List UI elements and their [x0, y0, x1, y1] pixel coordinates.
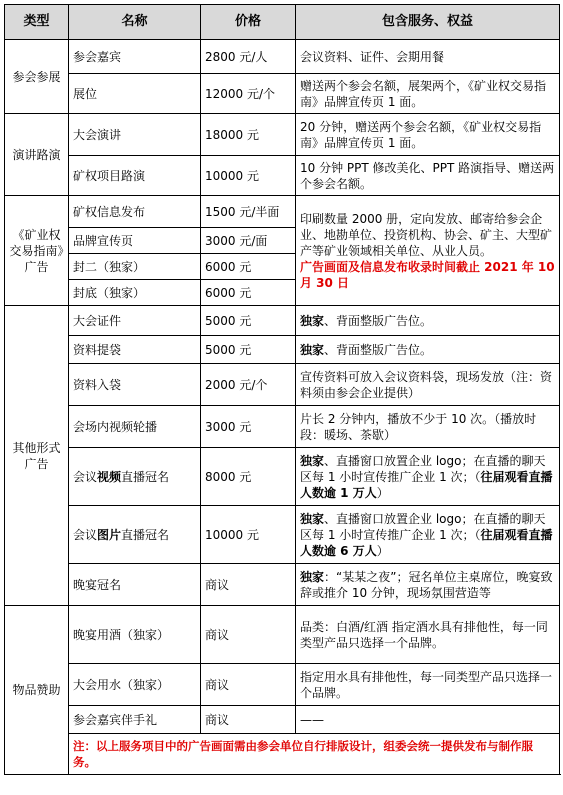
item-name: 封二（独家）	[69, 254, 201, 280]
footnote: 注：以上服务项目中的广告画面需由参会单位自行排版设计，组委会统一提供发布与制作服务。	[69, 734, 560, 775]
exclusive-label: 独家	[300, 569, 325, 584]
item-desc-text: 、直播窗口放置企业 logo；在直播的聊天区每 1 小时宣传推广企业 1 次；（	[300, 511, 546, 542]
table-row	[5, 364, 560, 406]
item-price: 3000 元/面	[201, 228, 296, 254]
item-name: 晚宴用酒（独家）	[69, 606, 201, 664]
item-price: 12000 元/个	[201, 74, 296, 114]
table-row	[5, 74, 560, 114]
item-desc-text: 、背面整版广告位。	[324, 342, 433, 357]
group-guide-ads: 《矿业权交易指南》广告	[5, 196, 69, 306]
item-price: 商议	[201, 664, 296, 706]
table-row	[5, 336, 560, 364]
item-desc	[296, 306, 560, 336]
item-name: 矿权信息发布	[69, 196, 201, 228]
name-part: 会议	[73, 469, 98, 484]
item-name: 会场内视频轮播	[69, 406, 201, 448]
item-price: 5000 元	[201, 336, 296, 364]
item-name: 大会用水（独家）	[69, 664, 201, 706]
footnote-row	[5, 734, 560, 775]
item-name: 展位	[69, 74, 201, 114]
item-name: 参会嘉宾伴手礼	[69, 706, 201, 734]
item-name: 品牌宣传页	[69, 228, 201, 254]
item-price: 2000 元/个	[201, 364, 296, 406]
item-price: 10000 元	[201, 506, 296, 564]
item-price: 10000 元	[201, 156, 296, 196]
item-name: 封底（独家）	[69, 280, 201, 306]
exclusive-label: 独家	[300, 313, 325, 328]
table-row	[5, 114, 560, 156]
group-speech-roadshow: 演讲路演	[5, 114, 69, 196]
item-desc-end: ）	[376, 485, 389, 500]
item-desc-text: 、直播窗口放置企业 logo；在直播的聊天区每 1 小时宣传推广企业 1 次；（	[300, 453, 546, 484]
item-price: 18000 元	[201, 114, 296, 156]
name-bold-part: 图片	[97, 527, 122, 542]
item-name: 大会演讲	[69, 114, 201, 156]
item-desc-end: ）	[376, 543, 389, 558]
table-row	[5, 196, 560, 228]
item-price: 2800 元/人	[201, 40, 296, 74]
item-price: 8000 元	[201, 448, 296, 506]
exclusive-label: 独家	[300, 342, 325, 357]
table-row	[5, 406, 560, 448]
item-desc	[296, 448, 560, 506]
item-name: 参会嘉宾	[69, 40, 201, 74]
item-desc	[296, 564, 560, 606]
table-row	[5, 706, 560, 734]
header-price: 价格	[201, 5, 296, 40]
table-row	[5, 664, 560, 706]
exclusive-label: 独家	[300, 453, 325, 468]
item-price: 5000 元	[201, 306, 296, 336]
item-price: 3000 元	[201, 406, 296, 448]
pricing-table-container	[4, 4, 559, 775]
table-row	[5, 448, 560, 506]
table-row	[5, 606, 560, 664]
item-desc: 品类：白酒/红酒 指定酒水具有排他性，每一同类型产品只选择一个品牌。	[296, 606, 560, 664]
table-row	[5, 506, 560, 564]
item-price: 商议	[201, 564, 296, 606]
item-desc-text: 、背面整版广告位。	[324, 313, 433, 328]
exclusive-label: 独家	[300, 511, 325, 526]
item-price: 1500 元/半面	[201, 196, 296, 228]
item-desc: 赠送两个参会名额，展架两个，《矿业权交易指南》品牌宣传页 1 面。	[296, 74, 560, 114]
header-type: 类型	[5, 5, 69, 40]
name-bold-part: 视频	[97, 469, 122, 484]
item-name	[69, 506, 201, 564]
item-price: 6000 元	[201, 280, 296, 306]
viewers-note: 往届观看直播人数逾 6 万人	[300, 527, 553, 558]
viewers-note: 往届观看直播人数逾 1 万人	[300, 469, 553, 500]
name-part: 会议	[73, 527, 98, 542]
pricing-table	[4, 4, 560, 775]
table-row	[5, 156, 560, 196]
item-name: 大会证件	[69, 306, 201, 336]
item-desc	[296, 506, 560, 564]
item-name: 资料入袋	[69, 364, 201, 406]
group-sponsorship: 物品赞助	[5, 606, 69, 775]
item-desc: 片长 2 分钟内，播放不少于 10 次。（播放时段：暖场、茶歇）	[296, 406, 560, 448]
table-row	[5, 564, 560, 606]
item-name: 资料提袋	[69, 336, 201, 364]
name-part: 直播冠名	[121, 527, 170, 542]
item-desc: 会议资料、证件、会期用餐	[296, 40, 560, 74]
table-row	[5, 306, 560, 336]
header-services: 包含服务、权益	[296, 5, 560, 40]
table-row	[5, 40, 560, 74]
item-price: 商议	[201, 606, 296, 664]
item-name: 晚宴冠名	[69, 564, 201, 606]
item-name: 矿权项目路演	[69, 156, 201, 196]
header-name: 名称	[69, 5, 201, 40]
group-other-ads: 其他形式广告	[5, 306, 69, 606]
item-name	[69, 448, 201, 506]
guide-deadline: 广告画面及信息发布收录时间截止 2021 年 10 月 30 日	[300, 259, 555, 290]
item-desc	[296, 336, 560, 364]
guide-desc-cell	[296, 196, 560, 306]
group-attend-exhibit: 参会参展	[5, 40, 69, 114]
item-desc: ——	[296, 706, 560, 734]
guide-desc: 印刷数量 2000 册，定向发放、邮寄给参会企业、地勘单位、投资机构、协会、矿主、大型矿产等矿业领域相关单位、从业人员。	[300, 211, 553, 258]
item-desc: 指定用水具有排他性，每一同类型产品只选择一个品牌。	[296, 664, 560, 706]
item-price: 商议	[201, 706, 296, 734]
table-header-row	[5, 5, 560, 40]
item-desc-text: ：“某某之夜”；冠名单位主桌席位，晚宴致辞或推介 10 分钟，现场氛围营造等	[300, 569, 553, 600]
item-desc: 宣传资料可放入会议资料袋，现场发放（注：资料须由参会企业提供）	[296, 364, 560, 406]
item-desc: 20 分钟，赠送两个参会名额，《矿业权交易指南》品牌宣传页 1 面。	[296, 114, 560, 156]
item-price: 6000 元	[201, 254, 296, 280]
name-part: 直播冠名	[121, 469, 170, 484]
item-desc: 10 分钟 PPT 修改美化、PPT 路演指导、赠送两个参会名额。	[296, 156, 560, 196]
